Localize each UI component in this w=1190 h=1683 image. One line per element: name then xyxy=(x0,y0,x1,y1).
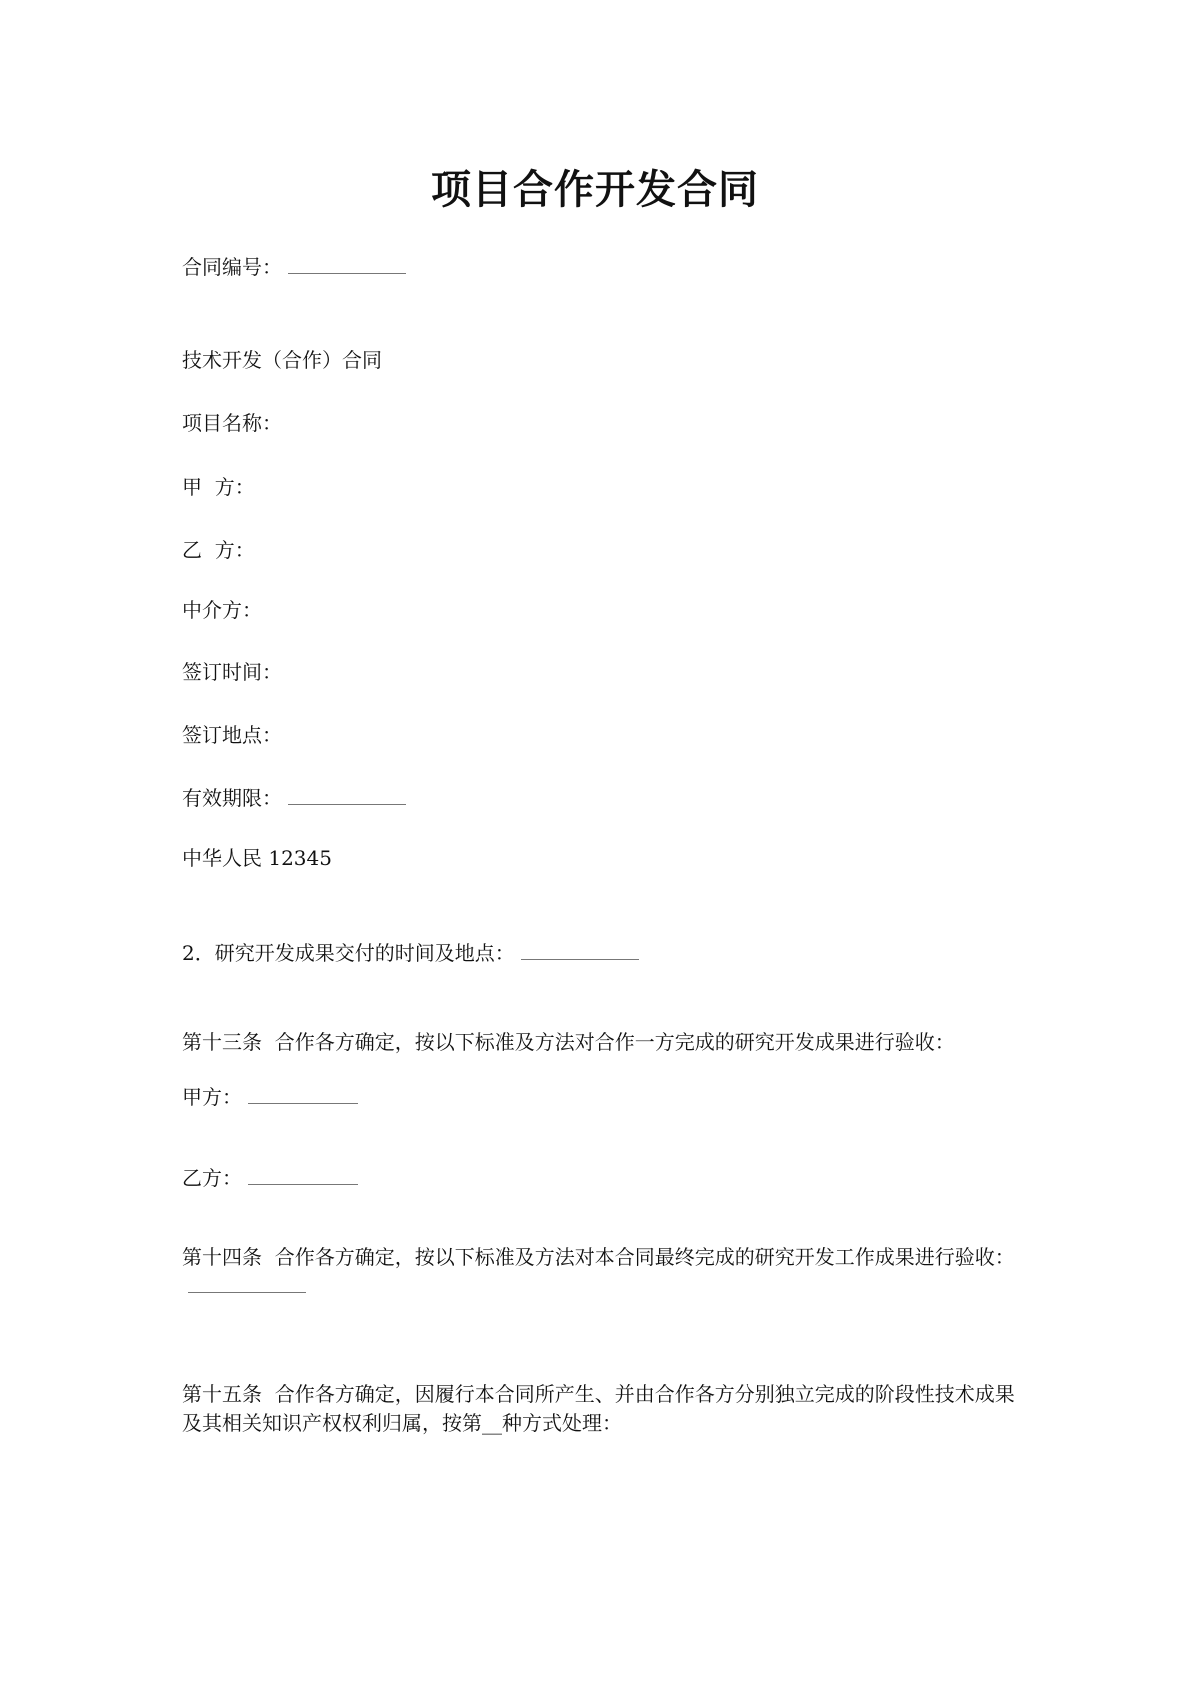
delivery-clause: 2．研究开发成果交付的时间及地点： xyxy=(182,941,515,965)
article-13: 第十三条 合作各方确定，按以下标准及方法对合作一方完成的研究开发成果进行验收： xyxy=(182,1030,955,1054)
party-b-label: 乙 方： xyxy=(182,538,255,562)
sign-place-label: 签订地点： xyxy=(182,723,282,747)
party-a-label: 甲 方： xyxy=(182,475,255,499)
contract-number-blank xyxy=(288,255,406,274)
article-14-text: 第十四条 合作各方确定，按以下标准及方法对本合同最终完成的研究开发工作成果进行验收： xyxy=(182,1245,1015,1269)
article-13-party-b-row xyxy=(182,1163,358,1193)
article-13-party-a-row xyxy=(182,1082,358,1112)
contract-number-row xyxy=(182,252,406,282)
delivery-clause-row xyxy=(182,938,639,968)
contract-number-label: 合同编号： xyxy=(182,255,282,279)
article-15: 第十五条 合作各方确定，因履行本合同所产生、并由合作各方分别独立完成的阶段性技术成果及其相关知识产权权利归属，按第__种方式处理： xyxy=(182,1382,1015,1435)
contract-type: 技术开发（合作）合同 xyxy=(182,348,382,372)
sign-time-label: 签订时间： xyxy=(182,660,282,684)
article-13-party-a-label: 甲方： xyxy=(182,1085,242,1109)
validity-blank xyxy=(288,786,406,805)
document-title: 项目合作开发合同 xyxy=(431,166,759,213)
validity-label: 有效期限： xyxy=(182,786,282,810)
validity-row xyxy=(182,783,406,813)
article-13-party-b-label: 乙方： xyxy=(182,1166,242,1190)
article-13-party-b-blank xyxy=(248,1166,358,1185)
misc-line: 中华人民 12345 xyxy=(182,846,332,870)
article-14 xyxy=(182,1243,1017,1301)
article-14-blank xyxy=(188,1274,306,1293)
agent-label: 中介方： xyxy=(182,598,262,622)
article-13-party-a-blank xyxy=(248,1085,358,1104)
delivery-blank xyxy=(521,941,639,960)
project-name-label: 项目名称： xyxy=(182,411,282,435)
